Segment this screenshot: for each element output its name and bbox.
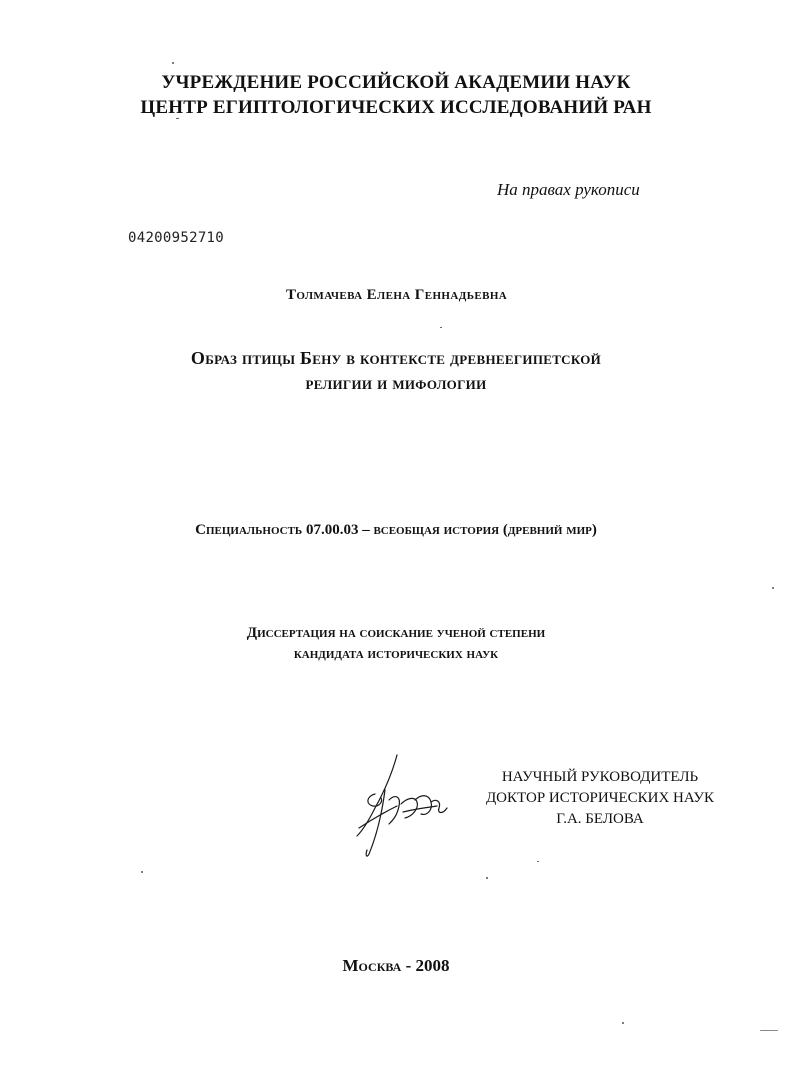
thesis-type-line-2: кандидата исторических наук	[293, 646, 499, 662]
institution-line-1: УЧРЕЖДЕНИЕ РОССИЙСКОЙ АКАДЕМИИ НАУК	[161, 72, 631, 93]
handwritten-signature-icon	[345, 750, 455, 860]
scan-speck	[486, 877, 488, 879]
author-name: Толмачева Елена Геннадьевна	[286, 287, 508, 303]
advisor-degree: ДОКТОР ИСТОРИЧЕСКИХ НАУК	[485, 790, 715, 806]
thesis-title-line-1: Образ птицы Бену в контексте древнеегипетской	[190, 348, 602, 368]
thesis-type-line-1: Диссертация на соискание ученой степени	[246, 625, 546, 641]
serial-number: 04200952710	[128, 230, 225, 246]
advisor-role: НАУЧНЫЙ РУКОВОДИТЕЛЬ	[501, 769, 699, 785]
scan-speck	[772, 587, 774, 589]
scan-speck	[440, 327, 442, 328]
scan-speck	[172, 62, 174, 64]
scan-speck	[537, 861, 539, 862]
rights-note: На правах рукописи	[497, 180, 640, 199]
advisor-name: Г.А. БЕЛОВА	[556, 811, 644, 827]
scan-speck	[622, 1022, 624, 1024]
institution-line-2: ЦЕНТР ЕГИПТОЛОГИЧЕСКИХ ИССЛЕДОВАНИЙ РАН	[140, 97, 652, 118]
thesis-title-line-2: религии и мифологии	[305, 373, 487, 393]
place-and-year: Москва - 2008	[342, 956, 450, 975]
scan-speck	[760, 1030, 778, 1031]
specialty: Специальность 07.00.03 – всеобщая история (древний мир)	[195, 522, 597, 538]
scan-speck	[176, 118, 179, 119]
scan-speck	[141, 871, 143, 873]
